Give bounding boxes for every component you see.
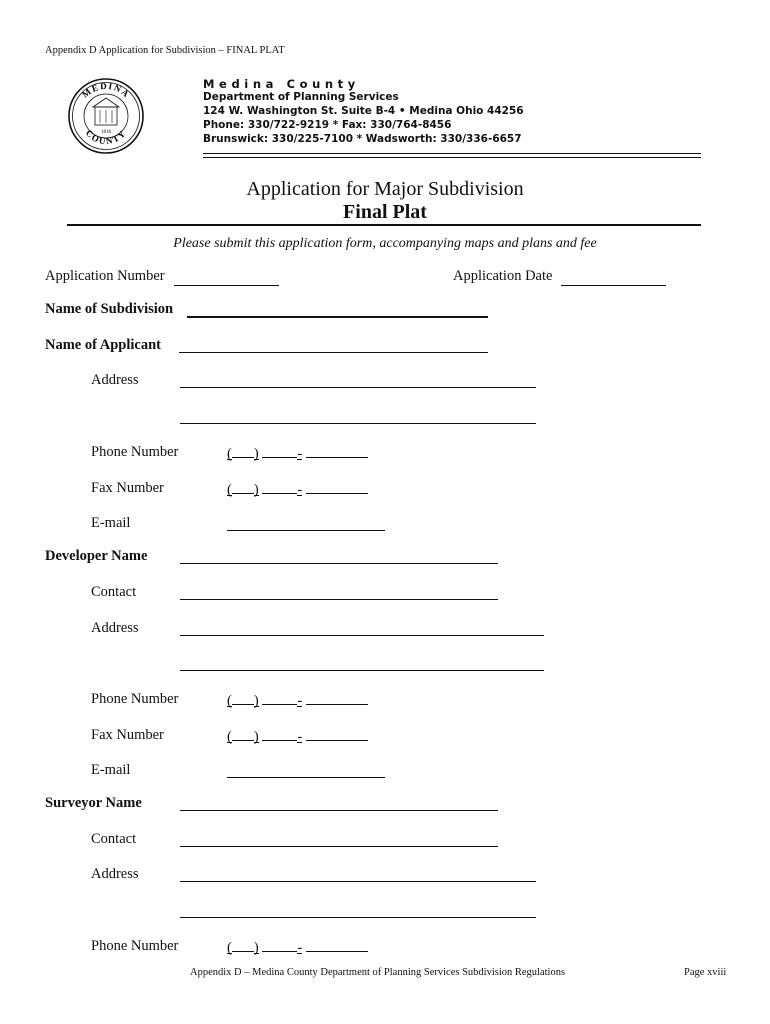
seal-bottom-text: COUNTY bbox=[83, 127, 129, 147]
developer-phone-field[interactable]: ( ) - bbox=[227, 691, 368, 710]
form-title: Application for Major Subdivision bbox=[246, 178, 524, 200]
subdivision-name-field[interactable] bbox=[187, 316, 488, 318]
form-subtitle: Final Plat bbox=[343, 201, 427, 223]
applicant-fax-field[interactable]: ( ) - bbox=[227, 480, 368, 499]
surveyor-address-field-2[interactable] bbox=[180, 917, 536, 918]
title-rule bbox=[67, 224, 701, 226]
applicant-email-label: E-mail bbox=[91, 515, 131, 531]
developer-address-label: Address bbox=[91, 620, 139, 636]
seal-top-text: MEDINA bbox=[80, 80, 132, 100]
agency-phone-fax: Phone: 330/722-9219 * Fax: 330/764-8456 bbox=[203, 119, 452, 131]
applicant-address-field-1[interactable] bbox=[180, 387, 536, 388]
application-date-label: Application Date bbox=[453, 268, 553, 284]
application-date-field[interactable] bbox=[561, 285, 666, 286]
surveyor-address-field-1[interactable] bbox=[180, 881, 536, 882]
developer-address-field-1[interactable] bbox=[180, 635, 544, 636]
developer-email-label: E-mail bbox=[91, 762, 131, 778]
applicant-name-label: Name of Applicant bbox=[45, 337, 161, 353]
page-number: Page xviii bbox=[684, 967, 727, 978]
instructions: Please submit this application form, accompanying maps and plans and fee bbox=[173, 236, 597, 251]
developer-fax-field[interactable]: ( ) - bbox=[227, 727, 368, 746]
applicant-address-field-2[interactable] bbox=[180, 423, 536, 424]
agency-county: Medina County bbox=[203, 77, 360, 91]
applicant-phone-label: Phone Number bbox=[91, 444, 179, 460]
developer-fax-label: Fax Number bbox=[91, 727, 164, 743]
applicant-address-label: Address bbox=[91, 372, 139, 388]
agency-department: Department of Planning Services bbox=[203, 91, 399, 103]
surveyor-address-label: Address bbox=[91, 866, 139, 882]
footer-text: Appendix D – Medina County Department of Planning Services Subdivision Regulations bbox=[190, 967, 566, 978]
agency-address: 124 W. Washington St. Suite B-4 • Medina Ohio 44256 bbox=[203, 105, 524, 117]
developer-email-field[interactable] bbox=[227, 777, 385, 778]
developer-phone-label: Phone Number bbox=[91, 691, 179, 707]
application-number-label: Application Number bbox=[45, 268, 165, 284]
surveyor-phone-label: Phone Number bbox=[91, 938, 179, 954]
county-seal-logo bbox=[67, 77, 145, 155]
applicant-name-field[interactable] bbox=[179, 352, 488, 353]
developer-contact-field[interactable] bbox=[180, 599, 498, 600]
application-number-field[interactable] bbox=[174, 285, 279, 286]
seal-year: 1818 bbox=[101, 130, 111, 135]
developer-contact-label: Contact bbox=[91, 584, 137, 600]
applicant-phone-field[interactable]: ( ) - bbox=[227, 444, 368, 463]
applicant-email-field[interactable] bbox=[227, 530, 385, 531]
agency-branches: Brunswick: 330/225-7100 * Wadsworth: 330/336-6657 bbox=[203, 133, 522, 145]
header-divider bbox=[203, 153, 701, 158]
surveyor-name-field[interactable] bbox=[180, 810, 498, 811]
developer-address-field-2[interactable] bbox=[180, 670, 544, 671]
surveyor-contact-label: Contact bbox=[91, 831, 137, 847]
developer-name-field[interactable] bbox=[180, 563, 498, 564]
surveyor-contact-field[interactable] bbox=[180, 846, 498, 847]
subdivision-name-label: Name of Subdivision bbox=[45, 301, 174, 317]
surveyor-name-label: Surveyor Name bbox=[45, 795, 142, 811]
surveyor-phone-field[interactable]: ( ) - bbox=[227, 938, 368, 957]
developer-name-label: Developer Name bbox=[45, 548, 148, 564]
header-note: Appendix D Application for Subdivision – FINAL PLAT bbox=[45, 45, 285, 56]
applicant-fax-label: Fax Number bbox=[91, 480, 164, 496]
